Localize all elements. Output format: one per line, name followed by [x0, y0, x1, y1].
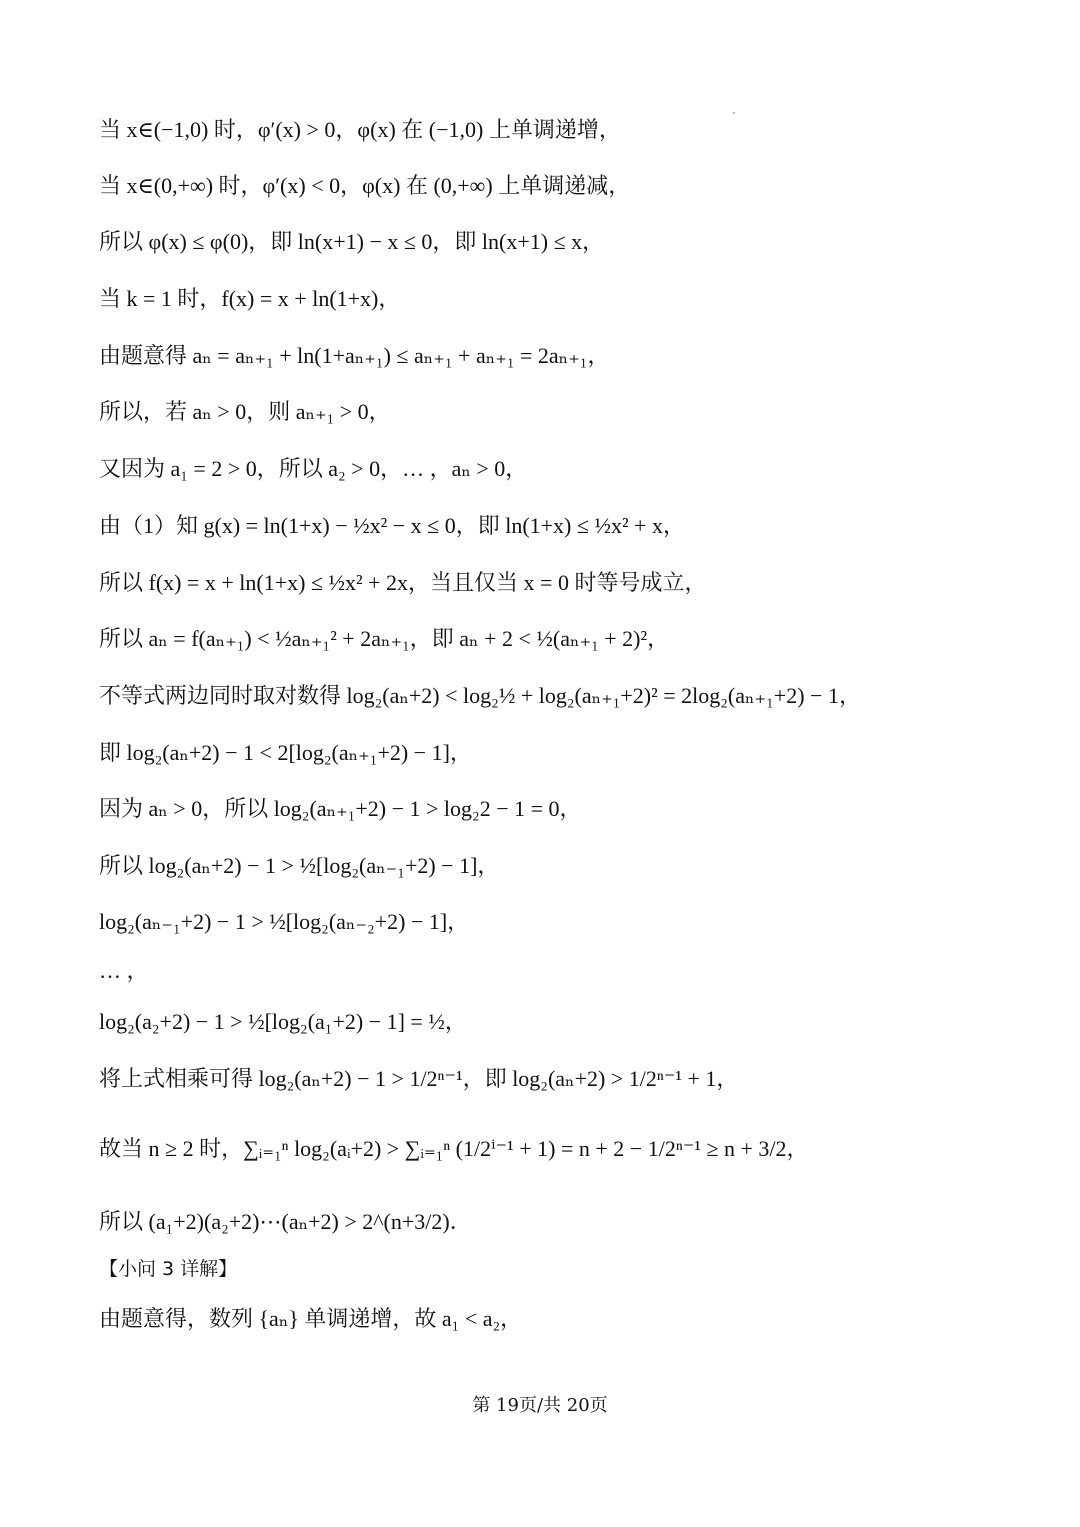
- text-line: 所以 log₂(aₙ+2) − 1 > ½[log₂(aₙ₋₁+2) − 1]，: [99, 853, 500, 878]
- text-line: 由（1）知 g(x) = ln(1+x) − ½x² − x ≤ 0，即 ln(1+x) ≤ ½x² + x，: [99, 513, 685, 538]
- text-line: 因为 aₙ > 0，所以 log₂(aₙ₊₁+2) − 1 > log₂2 − 1 = 0，: [99, 796, 582, 821]
- text-line: 当 k = 1 时，f(x) = x + ln(1+x)，: [99, 286, 401, 311]
- text-line: 不等式两边同时取对数得 log₂(aₙ+2) < log₂½ + log₂(aₙ₊₁+2)² = 2log₂(aₙ₊₁+2) − 1，: [99, 683, 861, 708]
- text-line: 所以 (a₁+2)(a₂+2)⋯(aₙ+2) > 2^(n+3/2)．: [99, 1209, 472, 1234]
- text-line: 将上式相乘可得 log₂(aₙ+2) − 1 > 1/2ⁿ⁻¹，即 log₂(aₙ+2) > 1/2ⁿ⁻¹ + 1，: [99, 1066, 739, 1091]
- text-line: 又因为 a₁ = 2 > 0，所以 a₂ > 0，… ，aₙ > 0，: [99, 456, 528, 481]
- text-line: 故当 n ≥ 2 时，∑ᵢ₌₁ⁿ log₂(aᵢ+2) > ∑ᵢ₌₁ⁿ (1/2ⁱ⁻¹ + 1) = n + 2 − 1/2ⁿ⁻¹ ≥ n + 3/2，: [99, 1136, 809, 1161]
- text-line: 当 x∈(0,+∞) 时，φ′(x) < 0，φ(x) 在 (0,+∞) 上单调递减，: [99, 173, 631, 198]
- text-line: 所以，若 aₙ > 0，则 aₙ₊₁ > 0，: [99, 399, 391, 424]
- section-heading: 【小问 3 详解】: [99, 1258, 238, 1280]
- text-line: 即 log₂(aₙ+2) − 1 < 2[log₂(aₙ₊₁+2) − 1]，: [99, 740, 472, 765]
- text-line: 所以 φ(x) ≤ φ(0)，即 ln(x+1) − x ≤ 0，即 ln(x+1) ≤ x，: [99, 229, 605, 254]
- text-line: log₂(aₙ₋₁+2) − 1 > ½[log₂(aₙ₋₂+2) − 1]，: [99, 909, 470, 934]
- text-line: 所以 f(x) = x + ln(1+x) ≤ ½x² + 2x，当且仅当 x = 0 时等号成立，: [99, 570, 707, 595]
- text-line: 由题意得 aₙ = aₙ₊₁ + ln(1+aₙ₊₁) ≤ aₙ₊₁ + aₙ₊₁ = 2aₙ₊₁，: [99, 343, 610, 368]
- text-line: 由题意得，数列 {aₙ} 单调递增，故 a₁ < a₂，: [99, 1306, 523, 1331]
- page-footer: 第 19页/共 20页: [472, 1395, 608, 1416]
- text-line: … ，: [99, 958, 149, 983]
- text-line: log₂(a₂+2) − 1 > ½[log₂(a₁+2) − 1] = ½，: [99, 1009, 467, 1034]
- text-line: 当 x∈(−1,0) 时，φ′(x) > 0，φ(x) 在 (−1,0) 上单调递增，: [99, 117, 621, 142]
- text-line: 所以 aₙ = f(aₙ₊₁) < ½aₙ₊₁² + 2aₙ₊₁，即 aₙ + 2 < ½(aₙ₊₁ + 2)²，: [99, 626, 670, 651]
